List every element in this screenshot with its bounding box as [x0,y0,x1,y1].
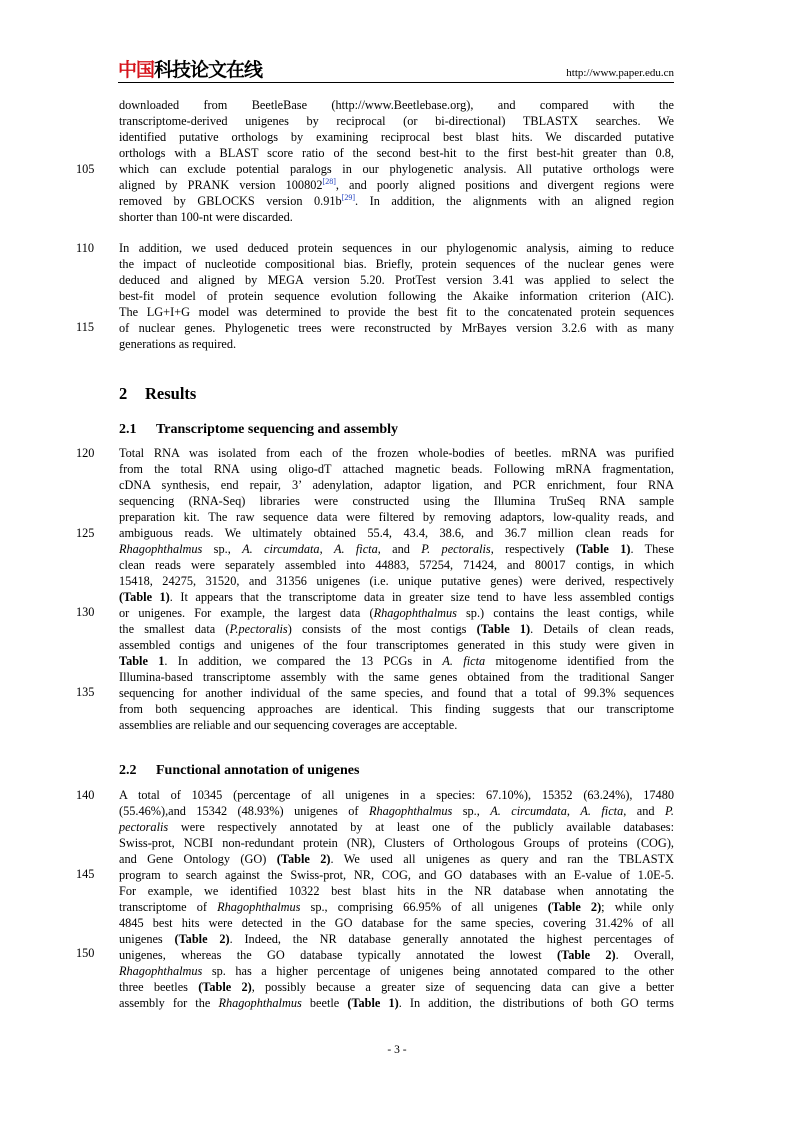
table-reference: (Table 1) [119,590,170,604]
line-number: 120 [76,446,95,460]
page-header [118,58,674,82]
text-line: transcriptome-derived unigenes by reciprocal (or bi-directional) TBLASTX searches. We [119,114,674,128]
text-line: ambiguous reads. We ultimately obtained 55.4, 43.4, 38.6, and 36.7 million clean reads for [119,526,674,540]
text-line: In addition, we used deduced protein sequences in our phylogenomic analysis, aiming to reduce [119,241,674,255]
section-heading: 2 Results [119,384,197,403]
text-line: pectoralis were respectively annotated by at least one of the publicly available databases: [119,820,674,834]
table-reference: (Table 2) [174,932,230,946]
subsection-heading: 2.2 Functional annotation of unigenes [119,763,360,778]
line-number: 105 [76,162,95,176]
text-line: program to search against the Swiss-prot, NR, COG, and GO databases with an E-value of 1.0E-5. [119,868,674,882]
table-reference: (Table 2) [547,900,602,914]
text-line: transcriptome of Rhagophthalmus sp., comprising 66.95% of all unigenes (Table 2); while only [119,900,674,914]
table-reference: (Table 2) [198,980,252,994]
citation-link[interactable]: [28] [322,177,336,186]
citation-link[interactable]: [29] [341,193,356,202]
header-url[interactable]: http://www.paper.edu.cn [566,67,674,79]
text-line: (Table 1). It appears that the transcriptome data in greater size tend to have less assembled contigs [119,590,674,604]
line-number: 135 [76,685,95,699]
table-reference: Table 1 [119,654,165,668]
text-line: assembled contigs and unigenes of the four transcriptomes generated in this study were given in [119,638,674,652]
text-line: sequencing (RNA-Seq) libraries were constructed using the Illumina TruSeq RNA sample [119,494,674,508]
table-reference: (Table 1) [476,622,531,636]
text-line: and Gene Ontology (GO) (Table 2). We used all unigenes as query and ran the TBLASTX [119,852,674,866]
text-line: deduced and aligned by MEGA version 5.20. ProtTest version 3.41 was applied to select the [119,273,674,287]
text-line: Swiss-prot, NCBI non-redundant protein (NR), Clusters of Orthologous Groups of proteins (COG), [119,836,674,850]
page-number: - 3 - [387,1044,407,1056]
text-line: or unigenes. For example, the largest data (Rhagophthalmus sp.) contains the least contigs, while [119,606,674,620]
text-line: For example, we identified 10322 best blast hits in the NR database when annotating the [119,884,674,898]
text-line: downloaded from BeetleBase (http://www.Beetlebase.org), and compared with the [119,98,674,112]
text-line: Illumina-based transcriptome assembly with the same genes obtained from the traditional Sanger [119,670,674,684]
text-line: clean reads were separately assembled into 44883, 57254, 71424, and 80017 contigs, in which [119,558,674,572]
table-reference: (Table 1) [347,996,399,1010]
text-line: Total RNA was isolated from each of the frozen whole-bodies of beetles. mRNA was purified [119,446,674,460]
text-line: 4845 best hits were detected in the GO database for the same species, covering 31.42% of all [119,916,674,930]
text-line: of nuclear genes. Phylogenetic trees were reconstructed by MrBayes version 3.2.6 with as many [119,321,674,335]
subsection-heading: 2.1 Transcriptome sequencing and assembly [119,422,399,437]
text-line: unigenes, whereas the GO database typically annotated the lowest (Table 2). Overall, [119,948,674,962]
table-reference: (Table 2) [557,948,616,962]
text-line: the smallest data (P.pectoralis) consists of the most contigs (Table 1). Details of clean reads, [119,622,675,636]
text-line: orthologs with a BLAST score ratio of the second best-hit to the first best-hit greater than 0.8, [119,146,674,160]
text-line: assembly for the Rhagophthalmus beetle (Table 1). In addition, the distributions of both GO terms [119,996,674,1010]
line-number: 145 [76,867,95,881]
text-line: sequencing for another individual of the same species, and found that a total of 99.3% sequences [119,686,674,700]
table-reference: (Table 1) [575,542,631,556]
text-line: Rhagophthalmus sp., A. circumdata, A. ficta, and P. pectoralis, respectively (Table 1). These [119,542,674,556]
line-number: 115 [76,320,94,334]
line-number: 140 [76,788,95,802]
line-number: 130 [76,605,95,619]
site-logo: 中国科技论文在线 [118,59,263,81]
table-reference: (Table 2) [276,852,331,866]
text-line: which can exclude potential paralogs in our phylogenetic analysis. All putative orthologs were [119,162,674,176]
text-line: from both sequencing approaches are identical. This finding suggests that our transcriptome [119,702,674,716]
text-line: the impact of nucleotide compositional bias. Briefly, protein sequences of the nuclear genes were [119,257,674,271]
text-line: A total of 10345 (percentage of all unigenes in a species: 67.10%), 15352 (63.24%), 17480 [119,788,674,802]
text-line: 15418, 24275, 31520, and 31356 unigenes (i.e. unique putative genes) were derived, respectively [119,574,674,588]
header-rule [118,82,674,83]
line-number: 110 [76,241,94,255]
text-line: Table 1. In addition, we compared the 13 PCGs in A. ficta mitogenome identified from the [119,654,674,668]
text-line: preparation kit. The raw sequence data were filtered by removing adaptors, low-quality reads, and [119,510,674,524]
text-line: assemblies are reliable and our sequencing coverages are acceptable. [119,718,458,732]
line-number: 150 [76,946,95,960]
text-line: from the total RNA using oligo-dT attached magnetic beads. Following mRNA fragmentation, [119,462,674,476]
text-line: unigenes (Table 2). Indeed, the NR database generally annotated the highest percentages of [119,932,674,946]
text-line: The LG+I+G model was determined to provide the best fit to the concatenated protein sequences [119,305,674,319]
line-number: 125 [76,526,95,540]
text-line: Rhagophthalmus sp. has a higher percentage of unigenes being annotated compared to the other [119,964,674,978]
text-line: shorter than 100-nt were discarded. [119,210,293,224]
text-line: best-fit model of protein sequence evolution following the Akaike information criterion (AIC). [119,289,674,303]
text-line: identified putative orthologs by examining reciprocal best blast hits. We discarded putative [119,130,674,144]
text-line: (55.46%),and 15342 (48.93%) unigenes of Rhagophthalmus sp., A. circumdata, A. ficta, and P. [119,804,674,818]
text-line: generations as required. [119,337,237,351]
text-line: removed by GBLOCKS version 0.91b[29]. In addition, the alignments with an aligned region [119,193,674,208]
text-line: cDNA synthesis, end repair, 3’ adenylation, adaptor ligation, and PCR enrichment, four RNA [119,478,674,492]
text-line: three beetles (Table 2), possibly because a greater size of sequencing data can give a better [119,980,674,994]
text-line: aligned by PRANK version 100802[28], and poorly aligned positions and divergent regions were [119,177,674,192]
